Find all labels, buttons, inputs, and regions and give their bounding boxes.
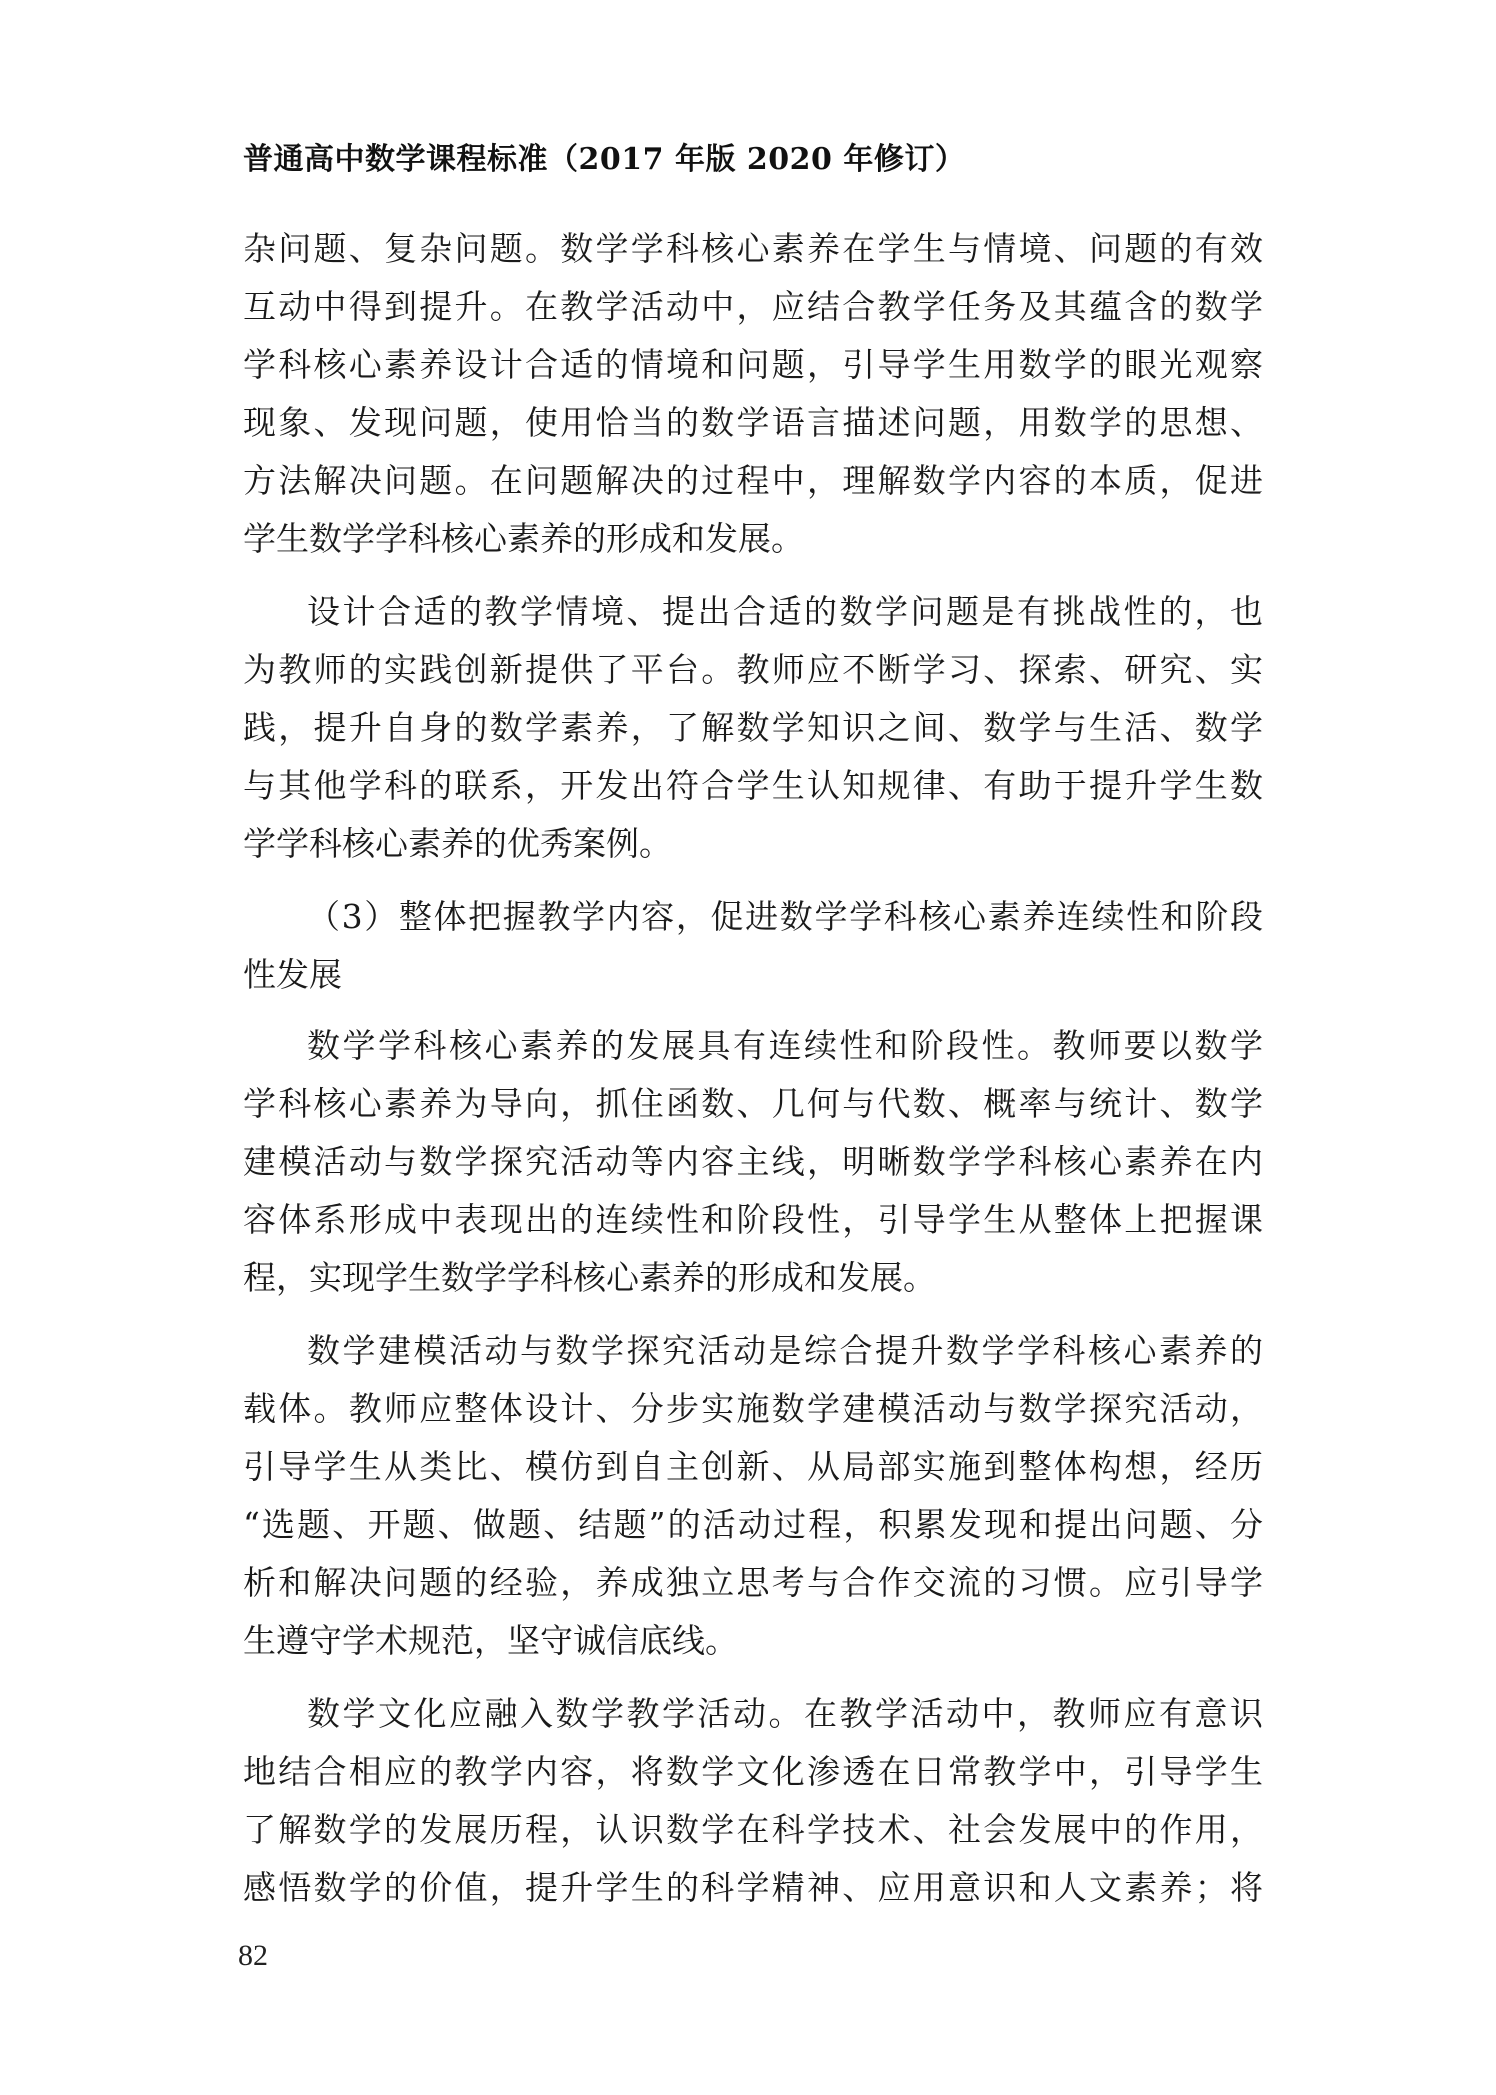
text-line: 生遵守学术规范，坚守诚信底线。 (243, 1621, 738, 1660)
text-line: 地结合相应的教学内容，将数学文化渗透在日常教学中，引导学生 (243, 1752, 1263, 1791)
section-heading-line: （3）整体把握教学内容，促进数学学科核心素养连续性和阶段 (307, 897, 1263, 936)
text-line: 建模活动与数学探究活动等内容主线，明晰数学学科核心素养在内 (243, 1142, 1263, 1181)
text-line: “选题、开题、做题、结题”的活动过程，积累发现和提出问题、分 (243, 1505, 1263, 1544)
text-line: 程，实现学生数学学科核心素养的形成和发展。 (243, 1258, 936, 1297)
section-heading-line: 性发展 (243, 955, 342, 994)
running-header-title: 普通高中数学课程标准（2017 年版 2020 年修订） (243, 142, 966, 177)
text-line: 数学建模活动与数学探究活动是综合提升数学学科核心素养的 (307, 1331, 1263, 1370)
text-line: 学生数学学科核心素养的形成和发展。 (243, 519, 804, 558)
text-line: 学科核心素养设计合适的情境和问题，引导学生用数学的眼光观察 (243, 345, 1263, 384)
text-line: 容体系形成中表现出的连续性和阶段性，引导学生从整体上把握课 (243, 1200, 1263, 1239)
text-line: 现象、发现问题，使用恰当的数学语言描述问题，用数学的思想、 (243, 403, 1263, 442)
text-line: 践，提升自身的数学素养，了解数学知识之间、数学与生活、数学 (243, 708, 1263, 747)
text-line: 互动中得到提升。在教学活动中，应结合教学任务及其蕴含的数学 (243, 287, 1263, 326)
text-line: 方法解决问题。在问题解决的过程中，理解数学内容的本质，促进 (243, 461, 1263, 500)
text-line: 了解数学的发展历程，认识数学在科学技术、社会发展中的作用， (243, 1810, 1263, 1849)
text-line: 学科核心素养为导向，抓住函数、几何与代数、概率与统计、数学 (243, 1084, 1263, 1123)
text-line: 析和解决问题的经验，养成独立思考与合作交流的习惯。应引导学 (243, 1563, 1263, 1602)
text-line: 与其他学科的联系，开发出符合学生认知规律、有助于提升学生数 (243, 766, 1263, 805)
text-line: 数学学科核心素养的发展具有连续性和阶段性。教师要以数学 (307, 1026, 1263, 1065)
text-line: 载体。教师应整体设计、分步实施数学建模活动与数学探究活动， (243, 1389, 1263, 1428)
text-line: 设计合适的教学情境、提出合适的数学问题是有挑战性的，也 (307, 592, 1263, 631)
text-line: 为教师的实践创新提供了平台。教师应不断学习、探索、研究、实 (243, 650, 1263, 689)
page-number: 82 (238, 1939, 268, 1972)
text-line: 学学科核心素养的优秀案例。 (243, 824, 672, 863)
text-line: 感悟数学的价值，提升学生的科学精神、应用意识和人文素养；将 (243, 1868, 1263, 1907)
text-line: 杂问题、复杂问题。数学学科核心素养在学生与情境、问题的有效 (243, 229, 1263, 268)
text-line: 引导学生从类比、模仿到自主创新、从局部实施到整体构想，经历 (243, 1447, 1263, 1486)
text-line: 数学文化应融入数学教学活动。在教学活动中，教师应有意识 (307, 1694, 1263, 1733)
